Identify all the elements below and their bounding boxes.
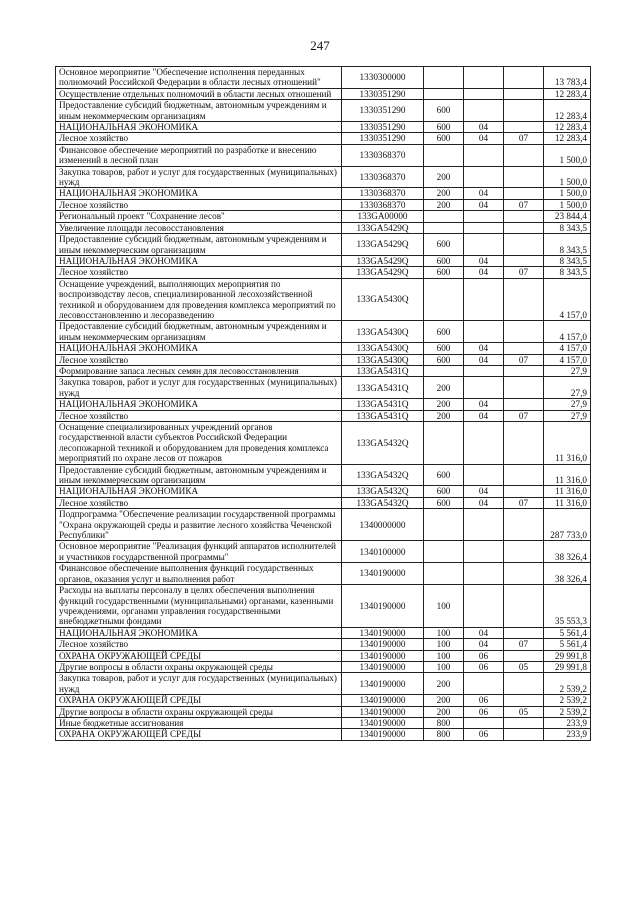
row-subsection-cell [504, 321, 544, 343]
row-code-cell: 1330351290 [342, 100, 424, 122]
row-subsection-cell [504, 627, 544, 638]
row-section-cell [464, 464, 504, 486]
row-code-cell: 133GA5429Q [342, 234, 424, 256]
row-code-cell: 1340190000 [342, 627, 424, 638]
row-code-cell: 133GA5432Q [342, 486, 424, 497]
table-row [56, 729, 591, 740]
table-row [56, 464, 591, 486]
row-code-cell: 133GA5429Q [342, 222, 424, 233]
row-name-cell: Оснащение специализированных учреждений органов государственной власти субъектов Российской Федерации лесопожарной техникой и оборудованием для проведения комплекса мероприятий по охране лесов от пожаров [56, 422, 342, 465]
row-amount-cell: 12 283,4 [544, 88, 591, 99]
row-name-cell: Подпрограмма "Обеспечение реализации государственной программы "Охрана окружающей среды и развитие лесного хозяйства Чеченской Республики" [56, 509, 342, 541]
table-row [56, 486, 591, 497]
row-name-cell: Основное мероприятие "Обеспечение исполнения переданных полномочий Российской Федерации в области лесных отношений" [56, 67, 342, 89]
row-amount-cell: 1 500,0 [544, 188, 591, 199]
row-code-cell: 1330368370 [342, 144, 424, 166]
row-subsection-cell [504, 541, 544, 563]
table-row [56, 222, 591, 233]
row-expense-type-cell: 600 [424, 343, 464, 354]
table-row [56, 639, 591, 650]
table-row [56, 67, 591, 89]
row-expense-type-cell: 200 [424, 399, 464, 410]
budget-table [55, 66, 591, 741]
row-amount-cell: 27,9 [544, 399, 591, 410]
row-name-cell: Финансовое обеспечение выполнения функций государственных органов, оказания услуг и выполнения работ [56, 563, 342, 585]
row-amount-cell: 12 283,4 [544, 133, 591, 144]
row-code-cell: 1340190000 [342, 585, 424, 628]
row-expense-type-cell: 200 [424, 199, 464, 210]
row-amount-cell: 2 539,2 [544, 706, 591, 717]
row-amount-cell: 8 343,5 [544, 267, 591, 278]
row-name-cell: Региональный проект "Сохранение лесов" [56, 211, 342, 222]
row-name-cell: НАЦИОНАЛЬНАЯ ЭКОНОМИКА [56, 627, 342, 638]
table-row [56, 88, 591, 99]
row-subsection-cell [504, 585, 544, 628]
row-amount-cell: 11 316,0 [544, 422, 591, 465]
row-expense-type-cell [424, 211, 464, 222]
row-section-cell [464, 422, 504, 465]
row-name-cell: Лесное хозяйство [56, 497, 342, 508]
row-expense-type-cell: 100 [424, 639, 464, 650]
row-expense-type-cell [424, 541, 464, 563]
row-section-cell: 04 [464, 410, 504, 421]
row-amount-cell: 23 844,4 [544, 211, 591, 222]
row-name-cell: НАЦИОНАЛЬНАЯ ЭКОНОМИКА [56, 343, 342, 354]
row-amount-cell: 4 157,0 [544, 321, 591, 343]
row-name-cell: НАЦИОНАЛЬНАЯ ЭКОНОМИКА [56, 188, 342, 199]
row-expense-type-cell: 600 [424, 234, 464, 256]
table-row [56, 133, 591, 144]
row-subsection-cell: 05 [504, 661, 544, 672]
row-expense-type-cell: 200 [424, 410, 464, 421]
row-section-cell: 06 [464, 729, 504, 740]
row-amount-cell: 29 991,8 [544, 650, 591, 661]
row-section-cell: 06 [464, 650, 504, 661]
row-expense-type-cell [424, 222, 464, 233]
row-expense-type-cell [424, 365, 464, 376]
row-section-cell [464, 585, 504, 628]
row-amount-cell: 12 283,4 [544, 122, 591, 133]
row-expense-type-cell: 100 [424, 585, 464, 628]
row-code-cell: 133GA5430Q [342, 278, 424, 321]
row-expense-type-cell: 600 [424, 321, 464, 343]
row-amount-cell: 4 157,0 [544, 278, 591, 321]
row-name-cell: Формирование запаса лесных семян для лесовосстановления [56, 365, 342, 376]
row-section-cell [464, 377, 504, 399]
row-code-cell: 1340190000 [342, 639, 424, 650]
row-code-cell: 1340190000 [342, 706, 424, 717]
row-name-cell: НАЦИОНАЛЬНАЯ ЭКОНОМИКА [56, 122, 342, 133]
table-row [56, 422, 591, 465]
row-section-cell: 04 [464, 627, 504, 638]
row-code-cell: 1340190000 [342, 695, 424, 706]
row-code-cell: 1330351290 [342, 88, 424, 99]
row-section-cell [464, 541, 504, 563]
row-amount-cell: 8 343,5 [544, 222, 591, 233]
row-amount-cell: 233,9 [544, 729, 591, 740]
row-code-cell: 1340100000 [342, 541, 424, 563]
row-code-cell: 1340190000 [342, 729, 424, 740]
row-expense-type-cell: 200 [424, 706, 464, 717]
row-name-cell: Предоставление субсидий бюджетным, автономным учреждениям и иным некоммерческим организациям [56, 100, 342, 122]
table-row [56, 354, 591, 365]
row-amount-cell: 12 283,4 [544, 100, 591, 122]
row-name-cell: Предоставление субсидий бюджетным, автономным учреждениям и иным некоммерческим организациям [56, 321, 342, 343]
row-section-cell [464, 365, 504, 376]
row-expense-type-cell [424, 422, 464, 465]
row-subsection-cell [504, 100, 544, 122]
row-name-cell: НАЦИОНАЛЬНАЯ ЭКОНОМИКА [56, 486, 342, 497]
row-amount-cell: 1 500,0 [544, 144, 591, 166]
row-name-cell: Лесное хозяйство [56, 410, 342, 421]
table-row [56, 278, 591, 321]
page-number: 247 [310, 38, 330, 53]
row-subsection-cell: 07 [504, 639, 544, 650]
row-amount-cell: 4 157,0 [544, 354, 591, 365]
table-row [56, 166, 591, 188]
row-code-cell: 1330300000 [342, 67, 424, 89]
row-section-cell [464, 100, 504, 122]
row-name-cell: Финансовое обеспечение мероприятий по разработке и внесению изменений в лесной план [56, 144, 342, 166]
budget-table-body [56, 67, 591, 741]
row-amount-cell: 287 733,0 [544, 509, 591, 541]
table-row [56, 188, 591, 199]
row-amount-cell: 5 561,4 [544, 627, 591, 638]
row-subsection-cell [504, 278, 544, 321]
row-section-cell [464, 144, 504, 166]
row-amount-cell: 4 157,0 [544, 343, 591, 354]
row-code-cell: 133GA5431Q [342, 399, 424, 410]
row-expense-type-cell [424, 509, 464, 541]
table-row [56, 267, 591, 278]
row-subsection-cell [504, 422, 544, 465]
row-amount-cell: 2 539,2 [544, 673, 591, 695]
row-section-cell: 06 [464, 661, 504, 672]
table-row [56, 410, 591, 421]
row-section-cell [464, 234, 504, 256]
row-section-cell: 04 [464, 486, 504, 497]
row-name-cell: Увеличение площади лесовосстановления [56, 222, 342, 233]
row-subsection-cell: 05 [504, 706, 544, 717]
row-amount-cell: 5 561,4 [544, 639, 591, 650]
row-name-cell: Закупка товаров, работ и услуг для государственных (муниципальных) нужд [56, 377, 342, 399]
table-row [56, 563, 591, 585]
row-code-cell: 133GA5431Q [342, 365, 424, 376]
row-expense-type-cell: 600 [424, 354, 464, 365]
row-name-cell: Расходы на выплаты персоналу в целях обеспечения выполнения функций государственными (муниципальными) органами, казенными учреждениями, органами управления государственными внебюджетными фондами [56, 585, 342, 628]
row-subsection-cell [504, 222, 544, 233]
row-section-cell: 04 [464, 255, 504, 266]
row-code-cell: 1340000000 [342, 509, 424, 541]
row-amount-cell: 2 539,2 [544, 695, 591, 706]
row-name-cell: Лесное хозяйство [56, 354, 342, 365]
row-code-cell: 1330351290 [342, 133, 424, 144]
table-row [56, 343, 591, 354]
table-row [56, 627, 591, 638]
row-expense-type-cell: 600 [424, 497, 464, 508]
table-row [56, 717, 591, 728]
row-name-cell: Иные бюджетные ассигнования [56, 717, 342, 728]
row-subsection-cell [504, 88, 544, 99]
table-row [56, 144, 591, 166]
row-name-cell: НАЦИОНАЛЬНАЯ ЭКОНОМИКА [56, 255, 342, 266]
table-row [56, 234, 591, 256]
row-amount-cell: 13 783,4 [544, 67, 591, 89]
row-name-cell: НАЦИОНАЛЬНАЯ ЭКОНОМИКА [56, 399, 342, 410]
row-name-cell: Лесное хозяйство [56, 639, 342, 650]
row-section-cell: 04 [464, 267, 504, 278]
row-subsection-cell [504, 673, 544, 695]
row-amount-cell: 8 343,5 [544, 234, 591, 256]
row-section-cell: 04 [464, 399, 504, 410]
row-code-cell: 1340190000 [342, 563, 424, 585]
row-expense-type-cell: 200 [424, 673, 464, 695]
table-row [56, 497, 591, 508]
table-row [56, 706, 591, 717]
row-subsection-cell [504, 234, 544, 256]
row-subsection-cell [504, 255, 544, 266]
row-expense-type-cell: 800 [424, 729, 464, 740]
row-name-cell: Другие вопросы в области охраны окружающей среды [56, 706, 342, 717]
row-amount-cell: 11 316,0 [544, 497, 591, 508]
table-row [56, 211, 591, 222]
row-expense-type-cell: 800 [424, 717, 464, 728]
row-code-cell: 1330368370 [342, 166, 424, 188]
row-amount-cell: 35 553,3 [544, 585, 591, 628]
row-code-cell: 1330351290 [342, 122, 424, 133]
row-expense-type-cell: 200 [424, 695, 464, 706]
row-expense-type-cell: 600 [424, 100, 464, 122]
row-subsection-cell [504, 211, 544, 222]
row-section-cell: 04 [464, 354, 504, 365]
row-subsection-cell [504, 717, 544, 728]
table-row [56, 585, 591, 628]
row-name-cell: Основное мероприятие "Реализация функций аппаратов исполнителей и участников государственной программы" [56, 541, 342, 563]
row-subsection-cell [504, 729, 544, 740]
row-code-cell: 1330368370 [342, 199, 424, 210]
row-subsection-cell: 07 [504, 133, 544, 144]
table-row [56, 509, 591, 541]
row-section-cell [464, 563, 504, 585]
table-row [56, 255, 591, 266]
row-section-cell [464, 67, 504, 89]
row-code-cell: 133GA5430Q [342, 343, 424, 354]
row-amount-cell: 11 316,0 [544, 486, 591, 497]
row-code-cell: 133GA5430Q [342, 354, 424, 365]
row-amount-cell: 233,9 [544, 717, 591, 728]
row-section-cell [464, 509, 504, 541]
row-name-cell: Предоставление субсидий бюджетным, автономным учреждениям и иным некоммерческим организациям [56, 464, 342, 486]
table-row [56, 673, 591, 695]
row-amount-cell: 8 343,5 [544, 255, 591, 266]
row-name-cell: Закупка товаров, работ и услуг для государственных (муниципальных) нужд [56, 673, 342, 695]
row-subsection-cell: 07 [504, 354, 544, 365]
row-name-cell: Другие вопросы в области охраны окружающей среды [56, 661, 342, 672]
row-section-cell [464, 88, 504, 99]
row-name-cell: Осуществление отдельных полномочий в области лесных отношений [56, 88, 342, 99]
row-section-cell: 04 [464, 188, 504, 199]
row-expense-type-cell: 200 [424, 166, 464, 188]
row-expense-type-cell: 100 [424, 627, 464, 638]
row-code-cell: 133GA5431Q [342, 410, 424, 421]
row-section-cell: 04 [464, 497, 504, 508]
row-code-cell: 1340190000 [342, 661, 424, 672]
row-name-cell: Предоставление субсидий бюджетным, автономным учреждениям и иным некоммерческим организациям [56, 234, 342, 256]
row-expense-type-cell: 100 [424, 650, 464, 661]
row-amount-cell: 29 991,8 [544, 661, 591, 672]
row-subsection-cell [504, 695, 544, 706]
row-section-cell: 04 [464, 199, 504, 210]
row-expense-type-cell [424, 67, 464, 89]
row-amount-cell: 1 500,0 [544, 199, 591, 210]
row-expense-type-cell: 600 [424, 267, 464, 278]
row-name-cell: Лесное хозяйство [56, 199, 342, 210]
row-code-cell: 133GA5430Q [342, 321, 424, 343]
row-subsection-cell [504, 188, 544, 199]
row-section-cell [464, 717, 504, 728]
row-expense-type-cell: 600 [424, 464, 464, 486]
row-amount-cell: 27,9 [544, 365, 591, 376]
row-amount-cell: 27,9 [544, 377, 591, 399]
row-expense-type-cell: 100 [424, 661, 464, 672]
row-section-cell: 06 [464, 695, 504, 706]
row-code-cell: 133GA5431Q [342, 377, 424, 399]
row-amount-cell: 38 326,4 [544, 563, 591, 585]
row-subsection-cell [504, 144, 544, 166]
row-code-cell: 1340190000 [342, 673, 424, 695]
row-name-cell: ОХРАНА ОКРУЖАЮЩЕЙ СРЕДЫ [56, 729, 342, 740]
table-row [56, 321, 591, 343]
row-section-cell [464, 673, 504, 695]
row-code-cell: 133GA5432Q [342, 497, 424, 508]
row-expense-type-cell [424, 563, 464, 585]
row-subsection-cell [504, 377, 544, 399]
table-row [56, 122, 591, 133]
row-code-cell: 1340190000 [342, 650, 424, 661]
row-amount-cell: 38 326,4 [544, 541, 591, 563]
row-section-cell [464, 211, 504, 222]
row-section-cell: 04 [464, 133, 504, 144]
row-subsection-cell [504, 343, 544, 354]
row-subsection-cell: 07 [504, 497, 544, 508]
row-subsection-cell: 07 [504, 267, 544, 278]
row-subsection-cell [504, 122, 544, 133]
row-expense-type-cell [424, 144, 464, 166]
row-expense-type-cell [424, 88, 464, 99]
row-section-cell [464, 222, 504, 233]
row-name-cell: Закупка товаров, работ и услуг для государственных (муниципальных) нужд [56, 166, 342, 188]
table-row [56, 650, 591, 661]
row-code-cell: 133GA5432Q [342, 422, 424, 465]
row-name-cell: ОХРАНА ОКРУЖАЮЩЕЙ СРЕДЫ [56, 650, 342, 661]
row-amount-cell: 1 500,0 [544, 166, 591, 188]
row-subsection-cell [504, 464, 544, 486]
row-amount-cell: 11 316,0 [544, 464, 591, 486]
row-subsection-cell [504, 166, 544, 188]
table-row [56, 661, 591, 672]
row-expense-type-cell: 200 [424, 188, 464, 199]
row-expense-type-cell [424, 278, 464, 321]
row-expense-type-cell: 600 [424, 486, 464, 497]
row-subsection-cell [504, 67, 544, 89]
row-subsection-cell [504, 399, 544, 410]
row-expense-type-cell: 600 [424, 122, 464, 133]
row-code-cell: 1330368370 [342, 188, 424, 199]
table-row [56, 541, 591, 563]
row-code-cell: 133GA5429Q [342, 267, 424, 278]
row-section-cell: 04 [464, 343, 504, 354]
row-subsection-cell: 07 [504, 410, 544, 421]
row-code-cell: 133GA00000 [342, 211, 424, 222]
table-row [56, 377, 591, 399]
row-code-cell: 133GA5429Q [342, 255, 424, 266]
row-expense-type-cell: 200 [424, 377, 464, 399]
row-subsection-cell [504, 486, 544, 497]
row-section-cell [464, 278, 504, 321]
row-name-cell: ОХРАНА ОКРУЖАЮЩЕЙ СРЕДЫ [56, 695, 342, 706]
row-name-cell: Оснащение учреждений, выполняющих мероприятия по воспроизводству лесов, специализированной лесохозяйственной техникой и оборудованием для проведения комплекса мероприятий по лесовосстановлению и лесоразведению [56, 278, 342, 321]
row-section-cell: 04 [464, 639, 504, 650]
table-row [56, 695, 591, 706]
row-section-cell [464, 166, 504, 188]
row-expense-type-cell: 600 [424, 133, 464, 144]
row-subsection-cell: 07 [504, 199, 544, 210]
row-code-cell: 1340190000 [342, 717, 424, 728]
row-expense-type-cell: 600 [424, 255, 464, 266]
row-section-cell [464, 321, 504, 343]
table-row [56, 199, 591, 210]
row-amount-cell: 27,9 [544, 410, 591, 421]
row-section-cell: 06 [464, 706, 504, 717]
table-row [56, 365, 591, 376]
row-name-cell: Лесное хозяйство [56, 133, 342, 144]
row-subsection-cell [504, 563, 544, 585]
table-row [56, 399, 591, 410]
row-subsection-cell [504, 365, 544, 376]
row-code-cell: 133GA5432Q [342, 464, 424, 486]
table-row [56, 100, 591, 122]
row-section-cell: 04 [464, 122, 504, 133]
row-name-cell: Лесное хозяйство [56, 267, 342, 278]
row-subsection-cell [504, 650, 544, 661]
row-subsection-cell [504, 509, 544, 541]
